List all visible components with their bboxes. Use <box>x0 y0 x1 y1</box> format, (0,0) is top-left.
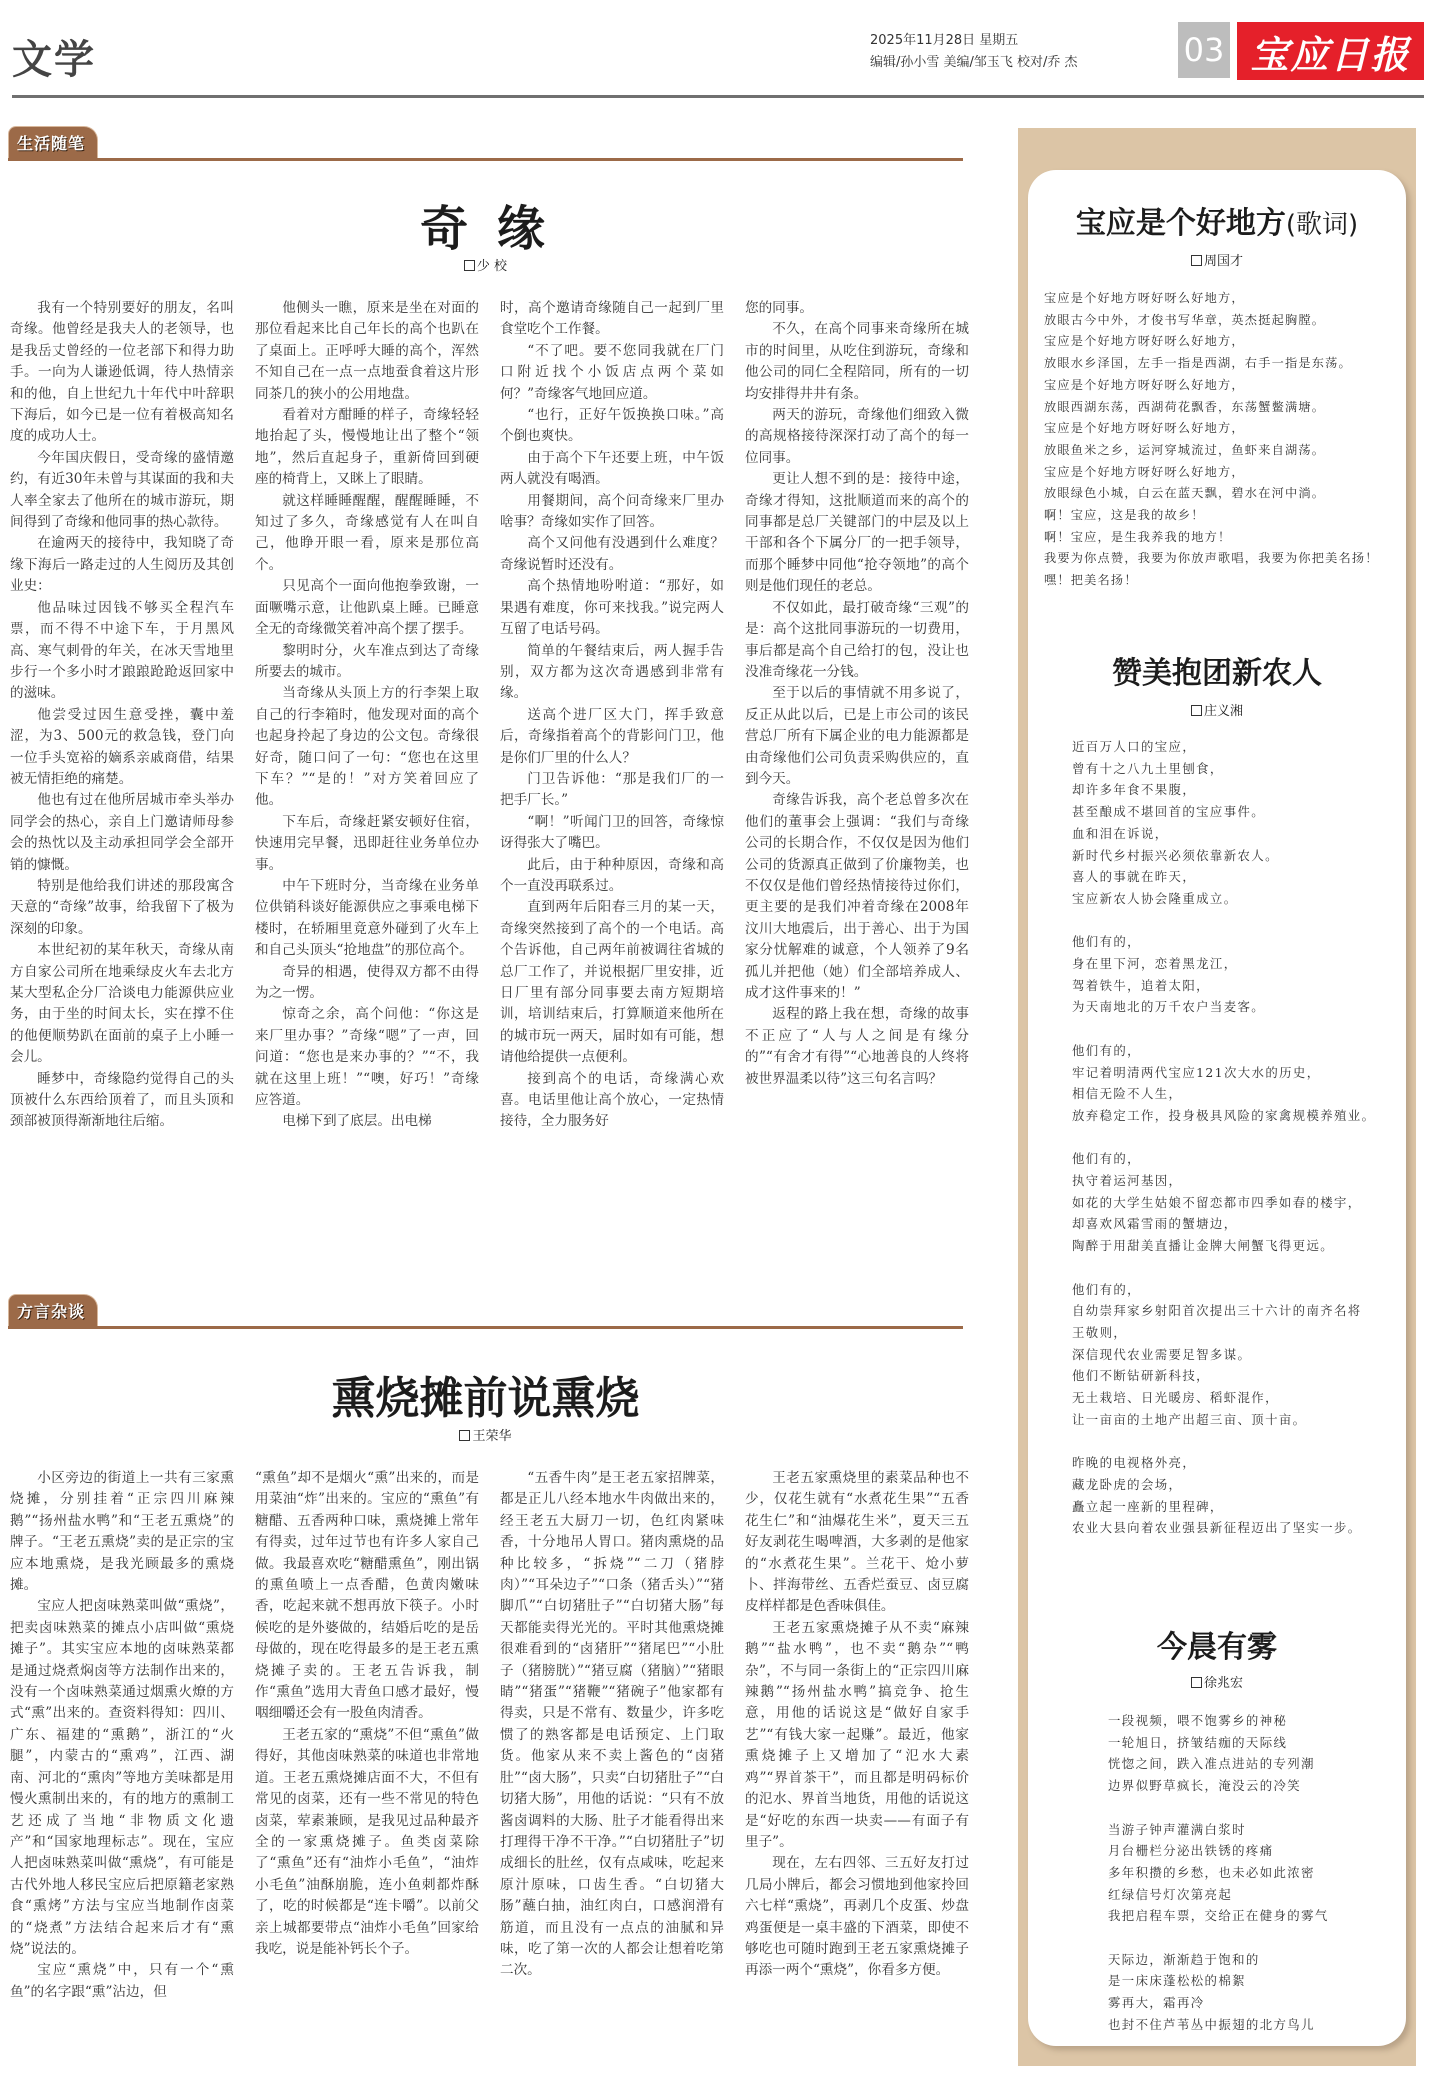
paragraph: 王老五家熏烧里的素菜品种也不少，仅花生就有“水煮花生果”“五香花生仁”和“油爆花生米”，夏天三五好友剥花生喝啤酒，大多剥的是他家的“水煮花生果”。兰花干、炝小萝卜、拌海带丝、五香烂蚕豆、卤豆腐皮样样都是色香味俱佳。 <box>745 1470 969 1615</box>
poem-body <box>1072 736 1375 1539</box>
poem-stanza <box>1072 1148 1375 1257</box>
poem-line: 放眼西湖东荡，西湖荷花飘香，东荡蟹鳖满塘。 <box>1044 399 1326 414</box>
poem-line: 藏龙卧虎的会场， <box>1072 1476 1183 1492</box>
poem-line: 无土栽培、日光暖房、稻虾混作， <box>1072 1390 1279 1406</box>
poem-body <box>1108 1710 1329 2036</box>
poem-line: 却许多年食不果腹， <box>1072 782 1197 798</box>
paragraph: 王老五家熏烧摊子从不卖“麻辣鹅”“盐水鸭”，也不卖“鹅杂”“鸭杂”，不与同一条街上的“正宗四川麻辣鹅”“扬州盐水鸭”搞竞争、抢生意，用他的话说这是“做好自家手艺”“有钱大家一起赚”。最近，他家熏烧摊子上又增加了“氾水大素鸡”“界首茶干”，而且都是明码标价的氾水、界首当地货，用他的话说这是“好吃的东西一块卖——有面子有里子”。 <box>745 1619 969 1850</box>
poem-line: 啊！宝应，是生我养我的地方！ <box>1044 529 1232 544</box>
text-column <box>500 1468 724 2003</box>
paragraph: 我有一个特别要好的朋友，名叫奇缘。他曾经是我夫人的老领导，也是我岳丈曾经的一位老部下和得力助手。一向为人谦逊低调，待人热情亲和的他，自上世纪九十年代中叶辞职下海后，如今已是一位有着极高知名度的成功人士。 <box>10 300 234 445</box>
paragraph: “熏鱼”却不是烟火“熏”出来的，而是用菜油“炸”出来的。宝应的“熏鱼”有糖醋、五香两种口味，熏烧摊上常年有得卖，过年过节也有许多人家自己做。我最喜欢吃“糖醋熏鱼”，刚出锅的熏鱼喷上一点香醋，色黄肉嫩味香，吃起来就不想再放下筷子。小时候吃的是外婆做的，结婚后吃的是岳母做的，现在吃得最多的是王老五熏烧摊子卖的。王老五告诉我，制作“熏鱼”选用大青鱼口感才最好，慢咽细嚼还会有一股鱼肉清香。 <box>255 1470 479 1722</box>
paragraph: 下车后，奇缘赶紧安顿好住宿，快速用完早餐，迅即赶往业务单位办事。 <box>255 813 479 873</box>
poem-title: 赞美抱团新农人 <box>1112 656 1322 691</box>
column-tag-label: 生活随笔 <box>8 126 98 158</box>
poem-line: 也封不住芦苇丛中振翅的北方鸟儿 <box>1108 2016 1315 2032</box>
page-number: 03 <box>1178 22 1230 78</box>
poem-line: 宝应是个好地方呀好呀么好地方， <box>1044 377 1245 392</box>
poem-subtitle: (歌词) <box>1285 210 1359 240</box>
paragraph: 高个又问他有没遇到什么难度？奇缘说暂时还没有。 <box>500 535 724 573</box>
paragraph: 此后，由于种种原因，奇缘和高个一直没再联系过。 <box>500 856 724 894</box>
poem-line: 雾再大，霜再冷 <box>1108 1995 1205 2011</box>
text-column <box>745 298 969 1133</box>
poem-stanza <box>1072 1452 1375 1539</box>
paragraph: 睡梦中，奇缘隐约觉得自己的头顶被什么东西给顶着了，而且头顶和颈部被顶得渐渐地往后缩。 <box>10 1070 234 1130</box>
header-divider <box>12 95 1424 98</box>
poem-line: 放眼鱼米之乡，运河穿城流过，鱼虾来自湖荡。 <box>1044 442 1326 457</box>
paragraph: 当奇缘从头顶上方的行李架上取自己的行李箱时，他发现对面的高个也起身拎起了身边的公文包。奇缘很好奇，随口问了一句：“您也在这里下车？”“是的！”对方笑着回应了他。 <box>255 685 479 809</box>
editor-credits: 编辑/孙小雪 美编/邹玉飞 校对/乔 杰 <box>870 55 1078 70</box>
column-divider <box>8 1326 963 1329</box>
poem-line: 相信无险不人生， <box>1072 1086 1183 1102</box>
poem-line: 放弃稳定工作，投身极具风险的家禽规模养殖业。 <box>1072 1107 1376 1123</box>
column-tag-label: 方言杂谈 <box>8 1294 98 1326</box>
text-column <box>255 298 479 1133</box>
poem-byline: 周国才 <box>1028 250 1406 269</box>
paragraph: 送高个进厂区大门，挥手致意后，奇缘指着高个的背影问门卫，他是你们厂里的什么人？ <box>500 706 724 766</box>
byline-box-icon <box>459 1430 470 1441</box>
paragraph: 现在，左右四邻、三五好友打过几局小牌后，都会习惯地到他家拎回六七样“熏烧”，再剥几个皮蛋、炒盘鸡蛋便是一桌丰盛的下酒菜，即使不够吃也可随时跑到王老五家熏烧摊子再添一两个“熏烧”，你看多方便。 <box>745 1855 969 1979</box>
article-body <box>10 298 990 1133</box>
paragraph: 特别是他给我们讲述的那段寓含天意的“奇缘”故事，给我留下了极为深刻的印象。 <box>10 877 234 937</box>
section-title: 文学 <box>12 37 96 83</box>
poem-stanza <box>1108 1949 1329 2036</box>
paragraph: “不了吧。要不您同我就在厂门口附近找个小饭店点两个菜如何？”奇缘客气地回应道。 <box>500 342 724 402</box>
text-column <box>10 298 234 1133</box>
poem-line: 他们有的， <box>1072 1281 1141 1297</box>
poetry-card <box>1028 170 1406 2046</box>
poem-line: 血和泪在诉说， <box>1072 825 1169 841</box>
paragraph: 返程的路上我在想，奇缘的故事不正应了“人与人之间是有缘分的”“有舍才有得”“心地善良的人终将被世界温柔以待”这三句名言吗？ <box>745 1006 969 1087</box>
poem-line: 执守着运河基因， <box>1072 1173 1183 1189</box>
article-byline <box>8 1425 963 1444</box>
paragraph: 不仅如此，最打破奇缘“三观”的是：高个这批同事游玩的一切费用，事后都是高个自己给打的包，没让也没准奇缘花一分钱。 <box>745 599 969 680</box>
paragraph: 由于高个下午还要上班，中午饭两人就没有喝酒。 <box>500 449 724 488</box>
paragraph: 两天的游玩，奇缘他们细致入微的高规格接待深深打动了高个的每一位同事。 <box>745 407 969 466</box>
byline-box-icon <box>464 260 475 271</box>
paragraph: 就这样睡睡醒醒，醒醒睡睡，不知过了多久，奇缘感觉有人在叫自己，他睁开眼一看，原来是那位高个。 <box>255 492 479 573</box>
poem-line: 我要为你点赞，我要为你放声歌唱，我要为你把美名扬！ <box>1044 551 1379 566</box>
poem-line: 宝应是个好地方呀好呀么好地方， <box>1044 291 1245 305</box>
paragraph: 黎明时分，火车准点到达了奇缘所要去的城市。 <box>255 642 479 680</box>
paragraph: 奇异的相遇，使得双方都不由得为之一愣。 <box>255 963 479 1001</box>
text-column <box>255 1468 479 2003</box>
poem-stanza <box>1072 931 1375 1018</box>
column-tag-dialect <box>8 1296 98 1326</box>
poem-line: 一轮旭日，挤皱结痂的天际线 <box>1108 1734 1288 1750</box>
poem-line: 陶醉于用甜美直播让金牌大闸蟹飞得更远。 <box>1072 1238 1335 1254</box>
paragraph: 至于以后的事情就不用多说了，反正从此以后，已是上市公司的该民营总厂所有下属企业的电力能源都是由奇缘他们公司负责采购供应的，直到今天。 <box>745 685 969 787</box>
poem-line: 深信现代农业需要足智多谋。 <box>1072 1346 1252 1362</box>
article-byline <box>8 255 963 274</box>
paragraph: 时，高个邀请奇缘随自己一起到厂里食堂吃个工作餐。 <box>500 300 724 338</box>
poem-byline: 庄义湘 <box>1028 700 1406 719</box>
poem-stanza <box>1072 736 1375 910</box>
article-title: 熏烧摊前说熏烧 <box>331 1373 640 1424</box>
poem-line: 放眼古今中外，才俊书写华章，英杰挺起胸膛。 <box>1044 312 1326 327</box>
paragraph: 他品味过因钱不够买全程汽车票，而不得不中途下车，于月黑风高、寒气刺骨的年关，在冰天雪地里步行一个多小时才踉踉跄跄返回家中的滋味。 <box>10 599 234 702</box>
paragraph: 更让人想不到的是：接待中途，奇缘才得知，这批顺道而来的高个的同事都是总厂关键部门的中层及以上干部和各个下属分厂的一把手领导，而那个睡梦中同他“抢夺领地”的高个则是他们现任的老总。 <box>745 471 969 595</box>
poem-body <box>1044 288 1379 592</box>
masthead <box>0 0 1436 98</box>
poetry-sidebar <box>1018 128 1416 2066</box>
poem-line: 他们不断钻研新科技， <box>1072 1368 1210 1384</box>
poem-line: 月台栅栏分泌出铁锈的疼痛 <box>1108 1843 1274 1859</box>
paragraph: 简单的午餐结束后，两人握手告别，双方都为这次奇遇感到非常有缘。 <box>500 642 724 702</box>
poem-line: 他们有的， <box>1072 1151 1141 1167</box>
poem-line: 让一亩亩的土地产出超三亩、顶十亩。 <box>1072 1411 1307 1427</box>
author-name: 王荣华 <box>472 1429 512 1444</box>
article-body <box>10 1468 990 2003</box>
poem-line: 是一床床蓬松松的棉絮 <box>1108 1973 1246 1989</box>
poem-line: 嘿！把美名扬！ <box>1044 573 1138 588</box>
paragraph: 中午下班时分，当奇缘在业务单位供销科谈好能源供应之事乘电梯下楼时，在轿厢里竟意外碰到了火车上和自己头顶头“抢地盘”的那位高个。 <box>255 877 479 959</box>
paragraph: 奇缘告诉我，高个老总曾多次在他们的董事会上强调：“我们与奇缘公司的长期合作，不仅仅是因为他们公司的货源真正做到了价廉物美，也不仅仅是他们曾经热情接待过你们，更主要的是我们冲着奇缘在2008年汶川大地震后，出于善心、出于为国家分忧解难的诚意，个人领养了9名孤儿并把他（她）们全部培养成人、成才这件事来的！” <box>745 792 969 1001</box>
poem-line: 甚至酿成不堪回首的宝应事件。 <box>1072 804 1266 820</box>
poem-line: 近百万人口的宝应， <box>1072 739 1197 754</box>
byline-box-icon <box>1191 1677 1202 1688</box>
newspaper-logo: 宝应日报 <box>1237 22 1424 80</box>
text-column <box>10 1468 234 2003</box>
poem-title: 宝应是个好地方(歌词) <box>1075 206 1359 241</box>
poem-line: 昨晚的电视格外亮， <box>1072 1455 1197 1471</box>
poem-line: 多年积攒的乡愁，也未必如此浓密 <box>1108 1864 1315 1880</box>
column-divider <box>8 158 963 161</box>
paragraph: 本世纪初的某年秋天，奇缘从南方自家公司所在地乘绿皮火车去北方某大型私企分厂洽谈电力能源供应业务，由于坐的时间太长，实在撑不住的他便顺势趴在面前的桌子上小睡一会儿。 <box>10 942 234 1066</box>
paragraph: “也行，正好午饭换换口味。”高个倒也爽快。 <box>500 407 724 445</box>
poem-line: 宝应是个好地方呀好呀么好地方， <box>1044 464 1245 479</box>
poem-line: 我把启程车票，交给正在健身的雾气 <box>1108 1908 1329 1924</box>
paragraph: 直到两年后阳春三月的某一天，奇缘突然接到了高个的一个电话。高个告诉他，自己两年前被调往省城的总厂工作了，并说根据厂里安排，近日厂里有部分同事要去南方短期培训，培训结束后，打算顺道来他所在的城市玩一两天，届时如有可能，想请他给提供一点便利。 <box>500 899 724 1066</box>
poem-stanza <box>1072 1040 1375 1127</box>
poem-line: 驾着铁牛，追着太阳， <box>1072 977 1210 993</box>
paragraph: 王老五家的“熏烧”不但“熏鱼”做得好，其他卤味熟菜的味道也非常地道。王老五熏烧摊店面不大，不但有常见的卤菜，还有一些不常见的特色卤菜，荤素兼顾，是我见过品种最齐全的一家熏烧摊子。鱼类卤菜除了“熏鱼”还有“油炸小毛鱼”，“油炸小毛鱼”油酥崩脆，连小鱼刺都炸酥了，吃的时候都是“连卡嚼”。以前父亲上城都要带点“油炸小毛鱼”回家给我吃，说是能补钙长个子。 <box>255 1726 479 1957</box>
poem-stanza <box>1108 1710 1329 1797</box>
poem-line: 曾有十之八九土里刨食， <box>1072 760 1224 776</box>
poem-stanza <box>1044 288 1379 592</box>
issue-date: 2025年11月28日 星期五 <box>870 33 1019 48</box>
paragraph: “五香牛肉”是王老五家招牌菜，都是正儿八经本地水牛肉做出来的，经王老五大厨刀一切，色红肉紧味香，十分地吊人胃口。猪肉熏烧的品种比较多，“拆烧”“二刀（猪脖肉）”“耳朵边子”“口条（猪舌头）”“猪脚爪”“白切猪肚子”“白切猪大肠”每天都能卖得光光的。平时其他熏烧摊很难看到的“卤猪肝”“猪尾巴”“小肚子（猪膀胱）”“猪豆腐（猪脑）”“猪眼睛”“猪蛋”“猪鞭”“猪碗子”他家都有得卖，只是不常有、数量少，许多吃惯了的熟客都是电话预定、上门取货。他家从来不卖上酱色的“卤猪肚”“卤大肠”，只卖“白切猪肚子”“白切猪大肠”，用他的话说：“只有不放酱卤调料的大肠、肚子才能看得出来打理得干净不干净。”“白切猪肚子”切成细长的肚丝，仅有点咸味，吃起来原汁原味，口齿生香。“白切猪大肠”蘸白抽，油红肉白，口感润滑有筋道，而且没有一点点的油腻和异味，吃了第一次的人都会让想着吃第二次。 <box>500 1470 724 1979</box>
paragraph: 接到高个的电话，奇缘满心欢喜。电话里他让高个放心，一定热情接待，全力服务好 <box>500 1070 724 1130</box>
poem-line: 放眼绿色小城，白云在蓝天飘，碧水在河中淌。 <box>1044 486 1326 501</box>
poem-line: 新时代乡村振兴必须依靠新农人。 <box>1072 847 1279 863</box>
poem-line: 宝应新农人协会隆重成立。 <box>1072 890 1238 906</box>
poem-line: 喜人的事就在昨天， <box>1072 869 1197 885</box>
poem-line: 宝应是个好地方呀好呀么好地方， <box>1044 334 1245 349</box>
paragraph: 用餐期间，高个问奇缘来厂里办啥事？奇缘如实作了回答。 <box>500 492 724 531</box>
paragraph: 您的同事。 <box>745 300 813 316</box>
paragraph: 他侧头一瞧，原来是坐在对面的那位看起来比自己年长的高个也趴在了桌面上。正呼呼大睡的高个，浑然不知自己在一点一点地蚕食着这片形同茶几的狭小的公用地盘。 <box>255 300 479 402</box>
poem-line: 恍惚之间，跌入准点进站的专列潮 <box>1108 1756 1315 1772</box>
poem-line: 为天南地北的万千农户当麦客。 <box>1072 999 1266 1015</box>
poem-line: 却喜欢风霜雪雨的蟹塘边， <box>1072 1216 1238 1232</box>
poem-line: 矗立起一座新的里程碑， <box>1072 1498 1224 1514</box>
poem-line: 农业大县向着农业强县新征程迈出了坚实一步。 <box>1072 1520 1362 1536</box>
paragraph: 他也有过在他所居城市牵头举办同学会的热心，亲自上门邀请师母参会的热忱以及主动承担同学会全部开销的慷慨。 <box>10 792 234 873</box>
poem-line: 自幼崇拜家乡射阳首次提出三十六计的南齐名将王敬则， <box>1072 1303 1362 1340</box>
poem-stanza <box>1108 1819 1329 1928</box>
column-tag-life-essay <box>8 128 98 158</box>
poem-byline: 徐兆宏 <box>1028 1672 1406 1691</box>
paragraph: 小区旁边的街道上一共有三家熏烧摊，分别挂着“正宗四川麻辣鹅”“扬州盐水鸭”和“王老五熏烧”的牌子。“王老五熏烧”卖的是正宗的宝应本地熏烧，是我光顾最多的熏烧摊。 <box>10 1470 234 1594</box>
poem-line: 啊！宝应，这是我的故乡！ <box>1044 508 1205 523</box>
poem-line: 当游子钟声灌满白浆时 <box>1108 1821 1246 1837</box>
poem-line: 边界似野草疯长，淹没云的冷笑 <box>1108 1778 1302 1794</box>
poem-line: 天际边，渐渐趋于饱和的 <box>1108 1951 1260 1967</box>
paragraph: 高个热情地吩咐道：“那好，如果遇有难度，你可来找我。”说完两人互留了电话号码。 <box>500 578 724 638</box>
poem-line: 牢记着明清两代宝应121次大水的历史， <box>1072 1064 1321 1080</box>
poem-line: 一段视频，喂不饱雾乡的神秘 <box>1108 1713 1288 1728</box>
text-column <box>745 1468 969 2003</box>
paragraph: 宝应“熏烧”中，只有一个“熏鱼”的名字跟“熏”沾边，但 <box>10 1962 234 2000</box>
paragraph: 电梯下到了底层。出电梯 <box>282 1113 432 1130</box>
author-name: 少 校 <box>476 259 508 274</box>
paragraph: 只见高个一面向他抱拳致谢，一面噘嘴示意，让他趴桌上睡。已睡意全无的奇缘微笑着冲高个摆了摆手。 <box>255 578 479 638</box>
paragraph: 不久，在高个同事来奇缘所在城市的时间里，从吃住到游玩，奇缘和他公司的同仁全程陪同，所有的一切均安排得井井有条。 <box>745 321 969 402</box>
paragraph: 他尝受过因生意受挫，囊中羞涩，为3、500元的救急钱，登门向一位手头宽裕的嫡系亲戚商借，结果被无情拒绝的痛楚。 <box>10 706 234 787</box>
paragraph: 在逾两天的接待中，我知晓了奇缘下海后一路走过的人生阅历及其创业史： <box>10 535 234 595</box>
poem-line: 他们有的， <box>1072 1042 1141 1058</box>
paragraph: 看着对方酣睡的样子，奇缘轻轻地抬起了头，慢慢地让出了整个“领地”，然后直起身子，重新倚回到硬座的椅背上，又眯上了眼睛。 <box>255 407 479 488</box>
poem-line: 身在里下河，恋着黑龙江， <box>1072 956 1238 972</box>
paragraph: 门卫告诉他：“那是我们厂的一把手厂长。” <box>500 770 724 809</box>
article-title: 奇 缘 <box>420 201 551 257</box>
paragraph: 宝应人把卤味熟菜叫做“熏烧”，把卖卤味熟菜的摊点小店叫做“熏烧摊子”。其实宝应本地的卤味熟菜都是通过烧煮焖卤等方法制作出来的，没有一个卤味熟菜通过烟熏火燎的方式“熏”出来的。查资料得知：四川、广东、福建的“熏鹅”，浙江的“火腿”，内蒙古的“熏鸡”，江西、湖南、河北的“熏肉”等地方美味都是用慢火熏制出来的，有的地方的熏制工艺还成了当地“非物质文化遗产”和“国家地理标志”。现在，宝应人把卤味熟菜叫做“熏烧”，有可能是古代外地人移民宝应后把原籍老家熟食“熏烤”方法与宝应当地制作卤菜的“烧煮”方法结合起来后才有“熏烧”说法的。 <box>10 1598 234 1957</box>
poem-line: 放眼水乡泽国，左手一指是西湖，右手一指是东荡。 <box>1044 356 1352 371</box>
poem-line: 如花的大学生姑娘不留恋都市四季如春的楼宇， <box>1072 1194 1362 1210</box>
poem-line: 宝应是个好地方呀好呀么好地方， <box>1044 421 1245 436</box>
poem-line: 红绿信号灯次第亮起 <box>1108 1886 1233 1902</box>
paragraph: “啊！”听闻门卫的回答，奇缘惊讶得张大了嘴巴。 <box>500 813 724 852</box>
text-column <box>500 298 724 1133</box>
poem-title: 今晨有雾 <box>1157 1630 1277 1665</box>
issue-meta <box>870 30 1078 74</box>
paragraph: 今年国庆假日，受奇缘的盛情邀约，有近30年未曾与其谋面的我和夫人率全家去了他所在的城市游玩，期间得到了奇缘和他同事的热心款待。 <box>10 449 234 531</box>
byline-box-icon <box>1191 255 1202 266</box>
poem-stanza <box>1072 1279 1375 1431</box>
paragraph: 惊奇之余，高个问他：“你这是来厂里办事？”奇缘“嗯”了一声，回问道：“您也是来办事的？”“不，我就在这里上班！”“噢，好巧！”奇缘应答道。 <box>255 1006 479 1109</box>
poem-line: 他们有的， <box>1072 934 1141 950</box>
byline-box-icon <box>1191 705 1202 716</box>
